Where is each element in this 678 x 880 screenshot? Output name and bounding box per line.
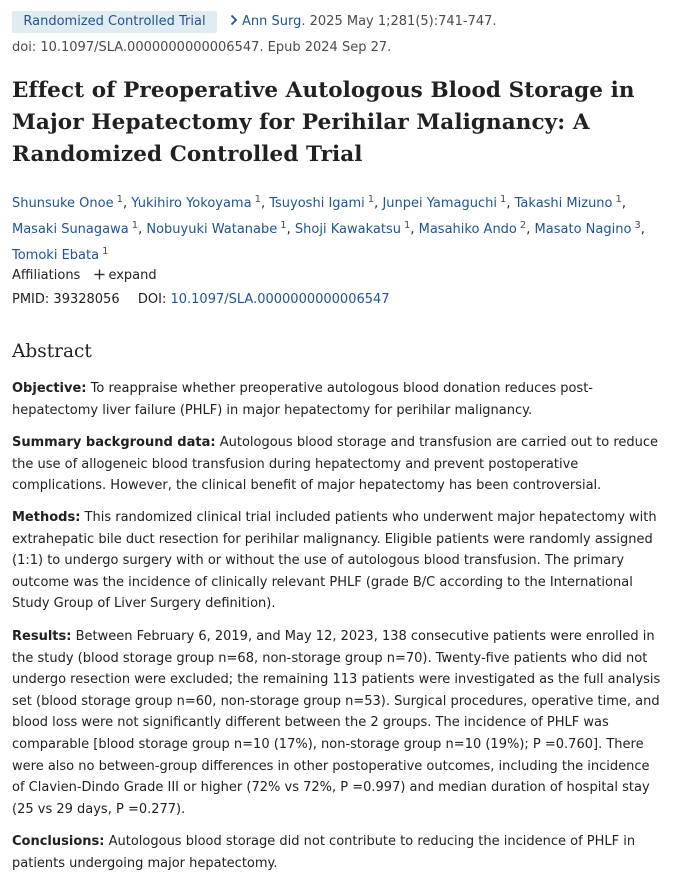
citation-line	[228, 12, 497, 32]
author-item: Shoji Kawakatsu $^1$,	[294, 220, 415, 237]
author-name-link[interactable]: Yukihiro Yokoyama	[131, 196, 252, 211]
section-label: Results:	[12, 629, 72, 644]
publication-type-badge[interactable]: Randomized Controlled Trial	[12, 11, 217, 33]
affiliation-number[interactable]: 1	[499, 194, 507, 205]
citation-details: 2025 May 1;281(5):741-747.	[305, 14, 497, 29]
author-name-link[interactable]: Masaki Sunagawa	[12, 222, 129, 237]
author-name-link[interactable]: Shunsuke Onoe	[12, 196, 114, 211]
doi-label: DOI:	[137, 292, 167, 307]
section-label: Conclusions:	[12, 834, 105, 849]
plus-icon	[94, 269, 105, 280]
author-item: Takashi Mizuno $^1$,	[514, 194, 627, 211]
author-name-link[interactable]: Tomoki Ebata	[12, 248, 100, 263]
author-item: Nobuyuki Watanabe $^1$,	[146, 220, 291, 237]
author-item: Yukihiro Yokoyama $^1$,	[131, 194, 266, 211]
journal-link[interactable]: Ann Surg.	[242, 14, 306, 29]
author-list	[12, 189, 672, 267]
abstract-section-methods	[12, 507, 666, 615]
author-name-link[interactable]: Masahiko Ando	[418, 222, 517, 237]
author-item: Junpei Yamaguchi $^1$,	[382, 194, 511, 211]
section-text: Autologous blood storage did not contribute to reducing the incidence of PHLF in patients undergoing major hepatectomy.	[12, 834, 636, 871]
article-title: Effect of Preoperative Autologous Blood Storage in Major Hepatectomy for Perihilar Malignancy: A Randomized Controlled Trial	[12, 78, 635, 167]
author-item: Shunsuke Onoe $^1$,	[12, 194, 128, 211]
affiliation-number[interactable]: 1	[254, 194, 261, 205]
author-item: Masahiko Ando $^2$,	[418, 220, 531, 237]
section-label: Methods:	[12, 510, 81, 525]
doi-link[interactable]: 10.1097/SLA.0000000000006547	[170, 292, 390, 307]
abstract-section-objective	[12, 378, 666, 421]
identifiers-row	[12, 290, 390, 310]
affiliations-label: Affiliations	[12, 268, 81, 283]
author-item: Masaki Sunagawa $^1$,	[12, 220, 143, 237]
author-name-link[interactable]: Masato Nagino	[534, 222, 632, 237]
section-text: To reappraise whether preoperative autologous blood donation reduces post-hepatectomy liver failure (PHLF) in major hepatectomy for perihilar malignancy.	[12, 381, 593, 418]
affiliation-number[interactable]: 1	[403, 220, 411, 231]
abstract-section-background	[12, 432, 666, 497]
affiliation-number[interactable]: 1	[367, 194, 375, 205]
author-item	[12, 248, 108, 263]
author-item: Masato Nagino $^3$,	[534, 220, 645, 237]
pmid-label: PMID:	[12, 292, 50, 307]
expand-label: expand	[108, 268, 157, 283]
doi-epub-line: doi: 10.1097/SLA.0000000000006547. Epub 2024 Sep 27.	[12, 40, 392, 55]
author-name-link[interactable]: Nobuyuki Watanabe	[146, 222, 278, 237]
affiliation-number[interactable]: 2	[519, 220, 527, 231]
abstract-section-results	[12, 626, 666, 820]
author-name-link[interactable]: Tsuyoshi Igami	[269, 196, 365, 211]
section-text: Between February 6, 2019, and May 12, 2023, 138 consecutive patients were enrolled in the study (blood storage group n=68, non-storage group n=70). Twenty-five patients who did not undergo resection were excluded; the remaining 113 patients were investigated as the full analysis set (blood storage group n=60, non-storage group n=53). Surgical procedures, operative time, and blood loss were not significantly different between the 2 groups. The incidence of PHLF was comparable [blood storage group n=10 (17%), non-storage group n=10 (19%); P =0.760]. There were also no between-group differences in other postoperative outcomes, including the incidence of Clavien-Dindo Grade III or higher (72% vs 72%, P =0.997) and median duration of hospital stay (25 vs 29 days, P =0.277).	[12, 629, 661, 817]
affiliation-number[interactable]: 1	[131, 220, 139, 231]
author-name-link[interactable]: Shoji Kawakatsu	[294, 222, 401, 237]
section-label: Summary background data:	[12, 435, 216, 450]
affiliation-number[interactable]: 1	[615, 194, 622, 205]
abstract-heading: Abstract	[12, 341, 92, 362]
affiliation-number[interactable]: 1	[116, 194, 123, 205]
affiliations-row	[12, 266, 157, 286]
author-item: Tsuyoshi Igami $^1$,	[269, 194, 379, 211]
author-name-link[interactable]: Junpei Yamaguchi	[382, 196, 497, 211]
section-text: Autologous blood storage and transfusion are carried out to reduce the use of allogeneic blood transfusion during hepatectomy and prevent postoperative complications. However, the clinical benefit of major hepatectomy has been controversial.	[12, 435, 659, 494]
section-label: Objective:	[12, 381, 87, 396]
pmid-value: 39328056	[53, 292, 120, 307]
affiliations-expand-toggle[interactable]	[84, 268, 156, 283]
chevron-right-icon	[228, 14, 240, 26]
section-text: This randomized clinical trial included patients who underwent major hepatectomy with extrahepatic bile duct resection for perihilar malignancy. Eligible patients were randomly assigned (1:1) to undergo surgery with or without the use of autologous blood transfusion. The primary outcome was the incidence of clinically relevant PHLF (grade B/C according to the International Study Group of Liver Surgery definition).	[12, 510, 657, 612]
affiliation-number[interactable]: 1	[280, 220, 287, 231]
author-name-link[interactable]: Takashi Mizuno	[514, 196, 613, 211]
affiliation-number[interactable]: 3	[634, 220, 641, 231]
abstract-section-conclusions	[12, 831, 666, 874]
affiliation-number[interactable]: 1	[102, 246, 109, 257]
